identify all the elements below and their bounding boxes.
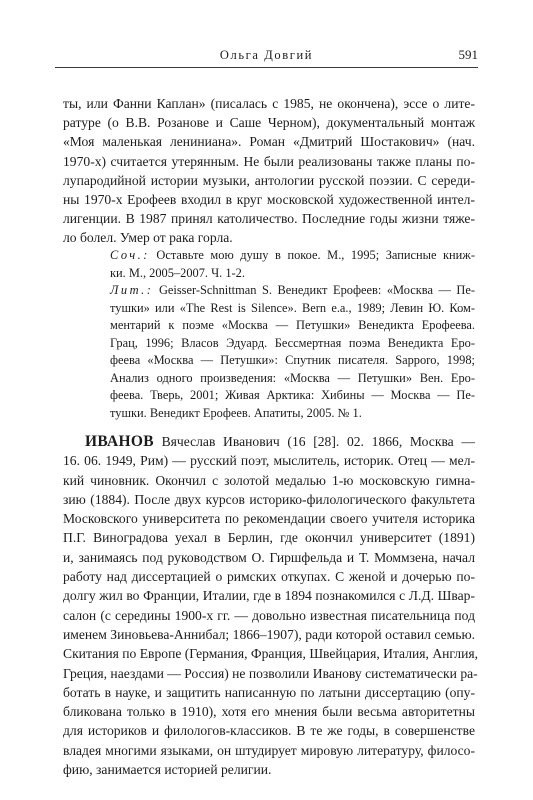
text-line: и, занимаясь под руководством О. Гиршфельда и Т. Моммзена, начал (63, 549, 475, 565)
text-line: 1970-х) считается утерянным. Не были реализованы также планы по- (63, 153, 475, 169)
text-line: именем Зиновьева-Аннибал; 1866–1907), ради которой оставил семью. (63, 626, 475, 642)
text-line: 16. 06. 1949, Рим) — русский поэт, мыслитель, историк. Отец — мел- (63, 453, 475, 469)
article-headword: ИВАНОВ (85, 433, 154, 450)
text-line: Греция, наездами — Россия) не позволили Иванову систематически ра- (63, 665, 478, 681)
works-label: Соч.: (110, 248, 150, 262)
text-line: П.Г. Виноградова уехал в Берлин, где окончил университет (1891) (63, 530, 475, 546)
text-line: бликована только в 1910), хотя его мнения были весьма авторитетны (63, 704, 475, 720)
bibliography-block (110, 247, 475, 422)
text-line: ны 1970-х Ерофеев входил в круг московской художественной интел- (63, 192, 475, 208)
text-line: для историков и филологов-классиков. В те же годы, в совершенстве (63, 723, 475, 739)
running-header (55, 48, 478, 70)
literature-line: феева «Москва — Петушки»: Спутник писателя. Sapporo, 1998; (110, 353, 475, 367)
text-line: владея многими языками, он штудирует мировую литературу, филосо- (63, 742, 475, 758)
text-line (63, 432, 475, 451)
text-line: Скитания по Европе (Германия, Франция, Швейцария, Италия, Англия, (63, 646, 479, 662)
text-line: фию, занимается историей религии. (63, 762, 272, 778)
paragraph-erofeev-ending (63, 94, 475, 248)
text-line: лигенции. В 1987 принял католичество. Последние годы жизни тяже- (63, 211, 475, 227)
header-rule (55, 67, 478, 68)
literature-line: феева. Тверь, 2001; Живая Арктика: Хибины — Москва — Пе- (110, 388, 475, 402)
text-line: ботать в науке, и защитить написанную по латыни диссертацию (опу- (63, 684, 475, 700)
literature-text: Geisser-Schnittman S. Венедикт Ерофеев: «Москва — Пе- (153, 283, 475, 297)
article-ivanov (63, 432, 479, 779)
literature-line: Анализ одного произведения: «Москва — Петушки» Вен. Еро- (110, 370, 475, 385)
literature-line (110, 282, 475, 300)
works-line (110, 247, 475, 265)
literature-line: ментарий к поэме «Москва — Петушки» Венедикта Ерофеева. (110, 318, 475, 332)
text-line: ты, или Фанни Каплан» (писалась с 1985, не окончена), эссе о лите- (63, 96, 475, 111)
text-line: зию (1884). После двух курсов историко-филологического факультета (63, 491, 475, 507)
text-line: салон (с середины 1900-х гг. — довольно известная писательница под (63, 607, 475, 623)
literature-line: тушки. Венедикт Ерофеев. Апатиты, 2005. № 1. (110, 405, 362, 420)
text-line: «Моя маленькая лениниана». Роман «Дмитрий Шостакович» (нач. (63, 134, 475, 150)
text-line: лупародийной истории музыки, антологии русской поэзии. С середи- (63, 172, 475, 188)
works-text: Оставьте мою душу в покое. М., 1995; Записные книж- (149, 248, 475, 262)
literature-line: Грац, 1996; Власов Эдуард. Бессмертная поэма Венедикта Еро- (110, 335, 475, 350)
text-line: кий чиновник. Окончил с золотой медалью 1-ю московскую гимна- (63, 472, 475, 488)
article-first-line: Вячеслав Иванович (16 [28]. 02. 1866, Москва — (153, 434, 475, 449)
text-line: ратуре (о В.В. Розанове и Саше Черном), документальный монтаж (63, 115, 475, 131)
text-line: ло болел. Умер от рака горла. (63, 230, 233, 246)
text-line: работу над диссертацией о римских откупах. С женой и дочерью по- (63, 569, 475, 585)
literature-label: Лит.: (110, 283, 154, 297)
page-number: 591 (458, 47, 478, 62)
text-line: долгу жил во Франции, Италии, где в 1894 познакомился с Л.Д. Швар- (63, 588, 475, 604)
text-line: Московского университета по рекомендации своего учителя историка (63, 511, 475, 527)
literature-line: тушки» или «The Rest is Silence». Bern e.a., 1989; Левин Ю. Ком- (110, 300, 475, 315)
works-line: ки. М., 2005–2007. Ч. 1-2. (110, 265, 245, 280)
running-header-title: Ольга Довгий (219, 48, 314, 62)
